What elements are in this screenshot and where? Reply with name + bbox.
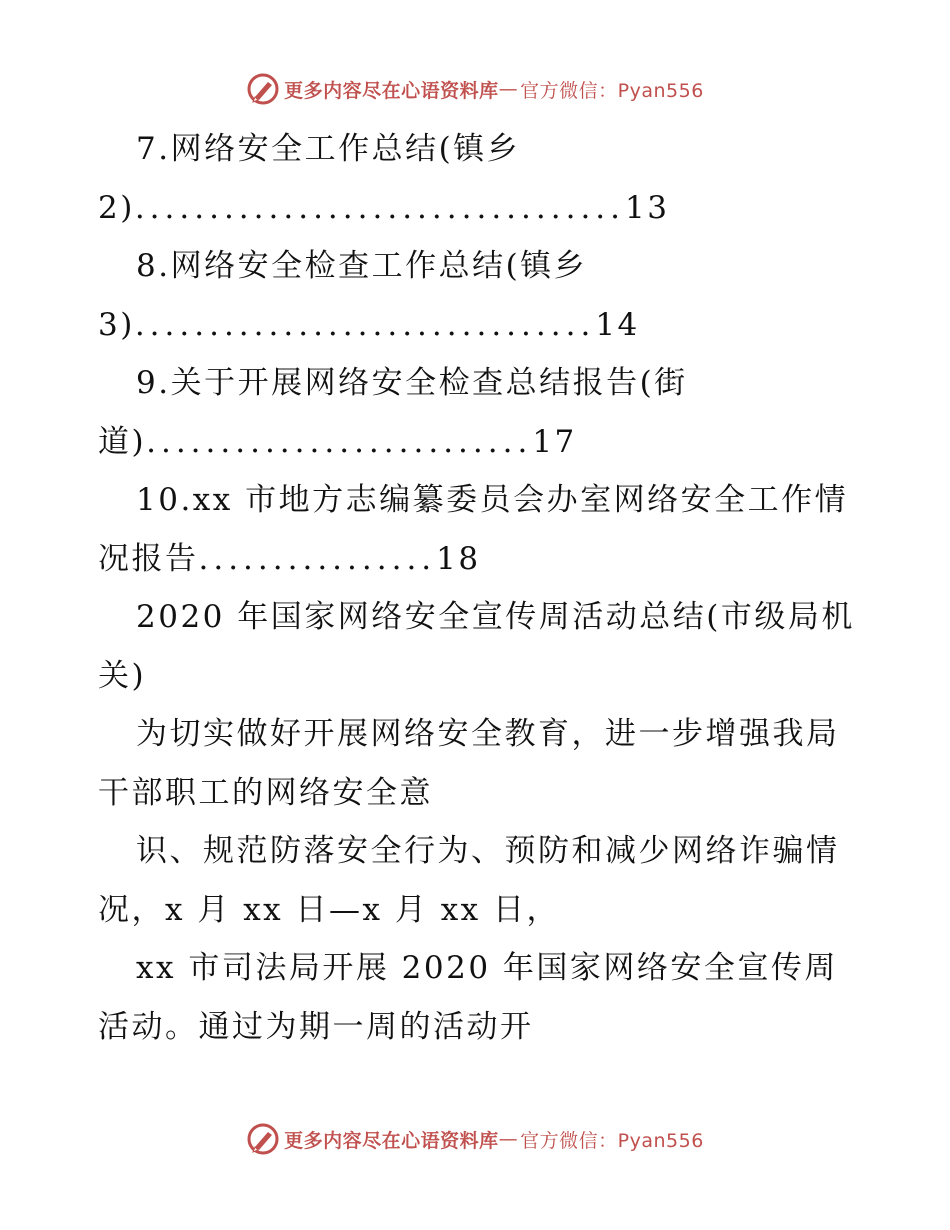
article-title-continued: 关) (98, 657, 147, 694)
watermark-text: 更多内容尽在心语资料库 (284, 1129, 499, 1152)
toc-entry (98, 471, 868, 588)
watermark-dash: — (498, 78, 519, 100)
article-title: 2020 年国家网络安全宣传周活动总结(市级局机 (136, 599, 855, 635)
toc-entry-title: 9.关于开展网络安全检查总结报告(街 (136, 365, 688, 401)
toc-entry (98, 354, 868, 471)
toc-entry-leader (98, 296, 868, 355)
toc-entry (98, 120, 868, 237)
toc-entry (98, 237, 868, 354)
paragraph-line: 为切实做好开展网络安全教育，进一步增强我局 (136, 716, 840, 752)
toc-entry-title: 7.网络安全工作总结(镇乡 (136, 131, 521, 167)
paragraph-line: 干部职工的网络安全意 (98, 774, 433, 811)
toc-page-number: 17 (532, 423, 577, 460)
toc-entry-prefix: 道) (98, 423, 147, 460)
paragraph-line: 况，x 月 xx 日—x 月 xx 日， (98, 891, 561, 928)
watermark-text: 更多内容尽在心语资料库 (284, 79, 499, 102)
watermark-contact: 官方微信：Pyan556 (520, 1129, 704, 1152)
toc-dots: ................ (198, 540, 437, 577)
paragraph-line: 识、规范防落安全行为、预防和减少网络诈骗情 (136, 833, 840, 869)
document-body (98, 120, 868, 1056)
paragraph-line: 活动。通过为期一周的活动开 (98, 1008, 534, 1045)
toc-dots: ................................. (134, 189, 626, 226)
footer-watermark (0, 1122, 950, 1156)
header-watermark (0, 72, 950, 106)
watermark-contact: 官方微信：Pyan556 (520, 79, 704, 102)
toc-page-number: 14 (595, 306, 640, 343)
pen-logo-icon (246, 72, 280, 106)
paragraph-line: xx 市司法局开展 2020 年国家网络安全宣传周 (136, 950, 838, 986)
toc-page-number: 13 (625, 189, 670, 226)
toc-dots: .......................... (146, 423, 533, 460)
toc-page-number: 18 (436, 540, 481, 577)
watermark-dash: — (498, 1128, 519, 1150)
pen-logo-icon (246, 1122, 280, 1156)
toc-entry-leader (98, 530, 868, 589)
toc-dots: ............................... (134, 306, 596, 343)
toc-entry-leader (98, 413, 868, 472)
toc-entry-leader (98, 179, 868, 238)
toc-entry-title: 8.网络安全检查工作总结(镇乡 (136, 248, 588, 284)
toc-entry-prefix: 3) (98, 306, 135, 343)
toc-entry-prefix: 2) (98, 189, 135, 226)
toc-entry-prefix: 况报告 (98, 540, 199, 577)
toc-entry-title: 10.xx 市地方志编纂委员会办室网络安全工作情 (136, 482, 849, 518)
